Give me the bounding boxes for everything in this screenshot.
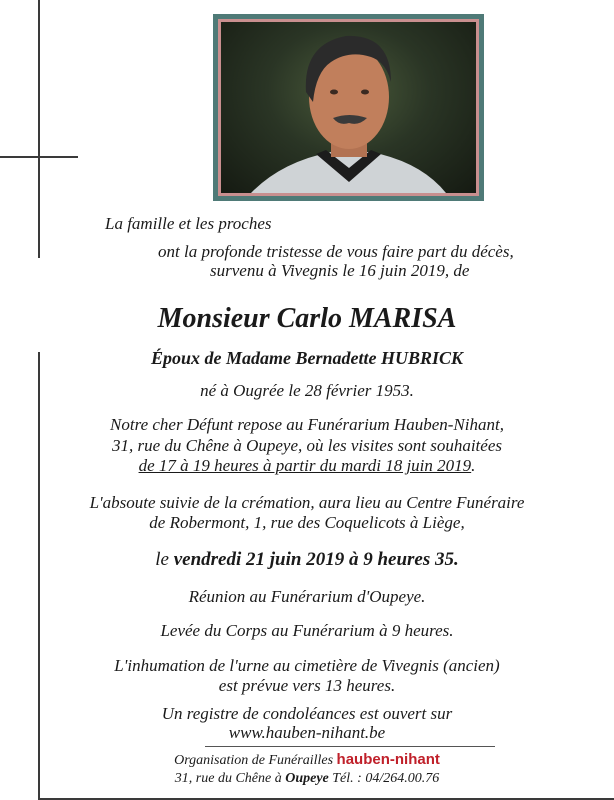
frame-left-top <box>38 0 40 78</box>
inhumation-line-1: L'inhumation de l'urne au cimetière de Vivegnis (ancien) <box>114 656 500 675</box>
visit-hours: de 17 à 19 heures à partir du mardi 18 juin 2019 <box>138 456 472 475</box>
portrait-illustration <box>221 22 476 193</box>
footer-org-label: Organisation de Funérailles <box>174 753 337 768</box>
deceased-name: Monsieur Carlo MARISA <box>157 303 457 334</box>
cross-horizontal <box>0 156 78 158</box>
register-url[interactable]: www.hauben-nihant.be <box>228 723 386 742</box>
spouse-line: Époux de Madame Bernadette HUBRICK <box>150 348 464 368</box>
visit-line-2: 31, rue du Chêne à Oupeye, où les visites sont souhaitées <box>112 436 502 455</box>
footer-address-line <box>40 771 574 787</box>
intro-line-1: La famille et les proches <box>105 214 272 233</box>
footer-address-prefix: 31, rue du Chêne à <box>174 771 286 786</box>
birth-line: né à Ougrée le 28 février 1953. <box>200 381 414 400</box>
ceremony-date-prefix: le <box>155 549 174 570</box>
ceremony-date <box>40 549 574 571</box>
portrait-photo <box>221 22 476 193</box>
portrait-photo-frame <box>213 14 484 201</box>
footer-tel-label: Tél. : <box>328 771 366 786</box>
ceremony-line-2: de Robermont, 1, rue des Coquelicots à Liège, <box>149 513 465 532</box>
cross-vertical <box>38 78 40 258</box>
intro-line-2: ont la profonde tristesse de vous faire part du décès, <box>158 242 514 261</box>
footer-tel: 04/264.00.76 <box>365 771 440 786</box>
footer-address-city: Oupeye <box>285 771 329 786</box>
visit-line-3 <box>40 456 574 476</box>
visit-period: . <box>471 456 476 475</box>
meeting-line: Réunion au Funérarium d'Oupeye. <box>188 587 426 606</box>
portrait-photo-mat <box>218 19 479 196</box>
footer-org-line <box>40 751 574 769</box>
intro-line-3: survenu à Vivegnis le 16 juin 2019, de <box>210 261 470 280</box>
visit-line-1: Notre cher Défunt repose au Funérarium Hauben-Nihant, <box>110 415 504 434</box>
brand-logo: hauben-nihant <box>336 751 440 768</box>
ceremony-line-1: L'absoute suivie de la crémation, aura lieu au Centre Funéraire <box>89 493 525 512</box>
inhumation-line-2: est prévue vers 13 heures. <box>218 676 396 695</box>
footer-divider <box>205 746 495 747</box>
ceremony-date-bold: vendredi 21 juin 2019 à 9 heures 35. <box>173 549 459 570</box>
levee-line: Levée du Corps au Funérarium à 9 heures. <box>160 621 454 640</box>
register-line-1: Un registre de condoléances est ouvert sur <box>161 704 453 723</box>
